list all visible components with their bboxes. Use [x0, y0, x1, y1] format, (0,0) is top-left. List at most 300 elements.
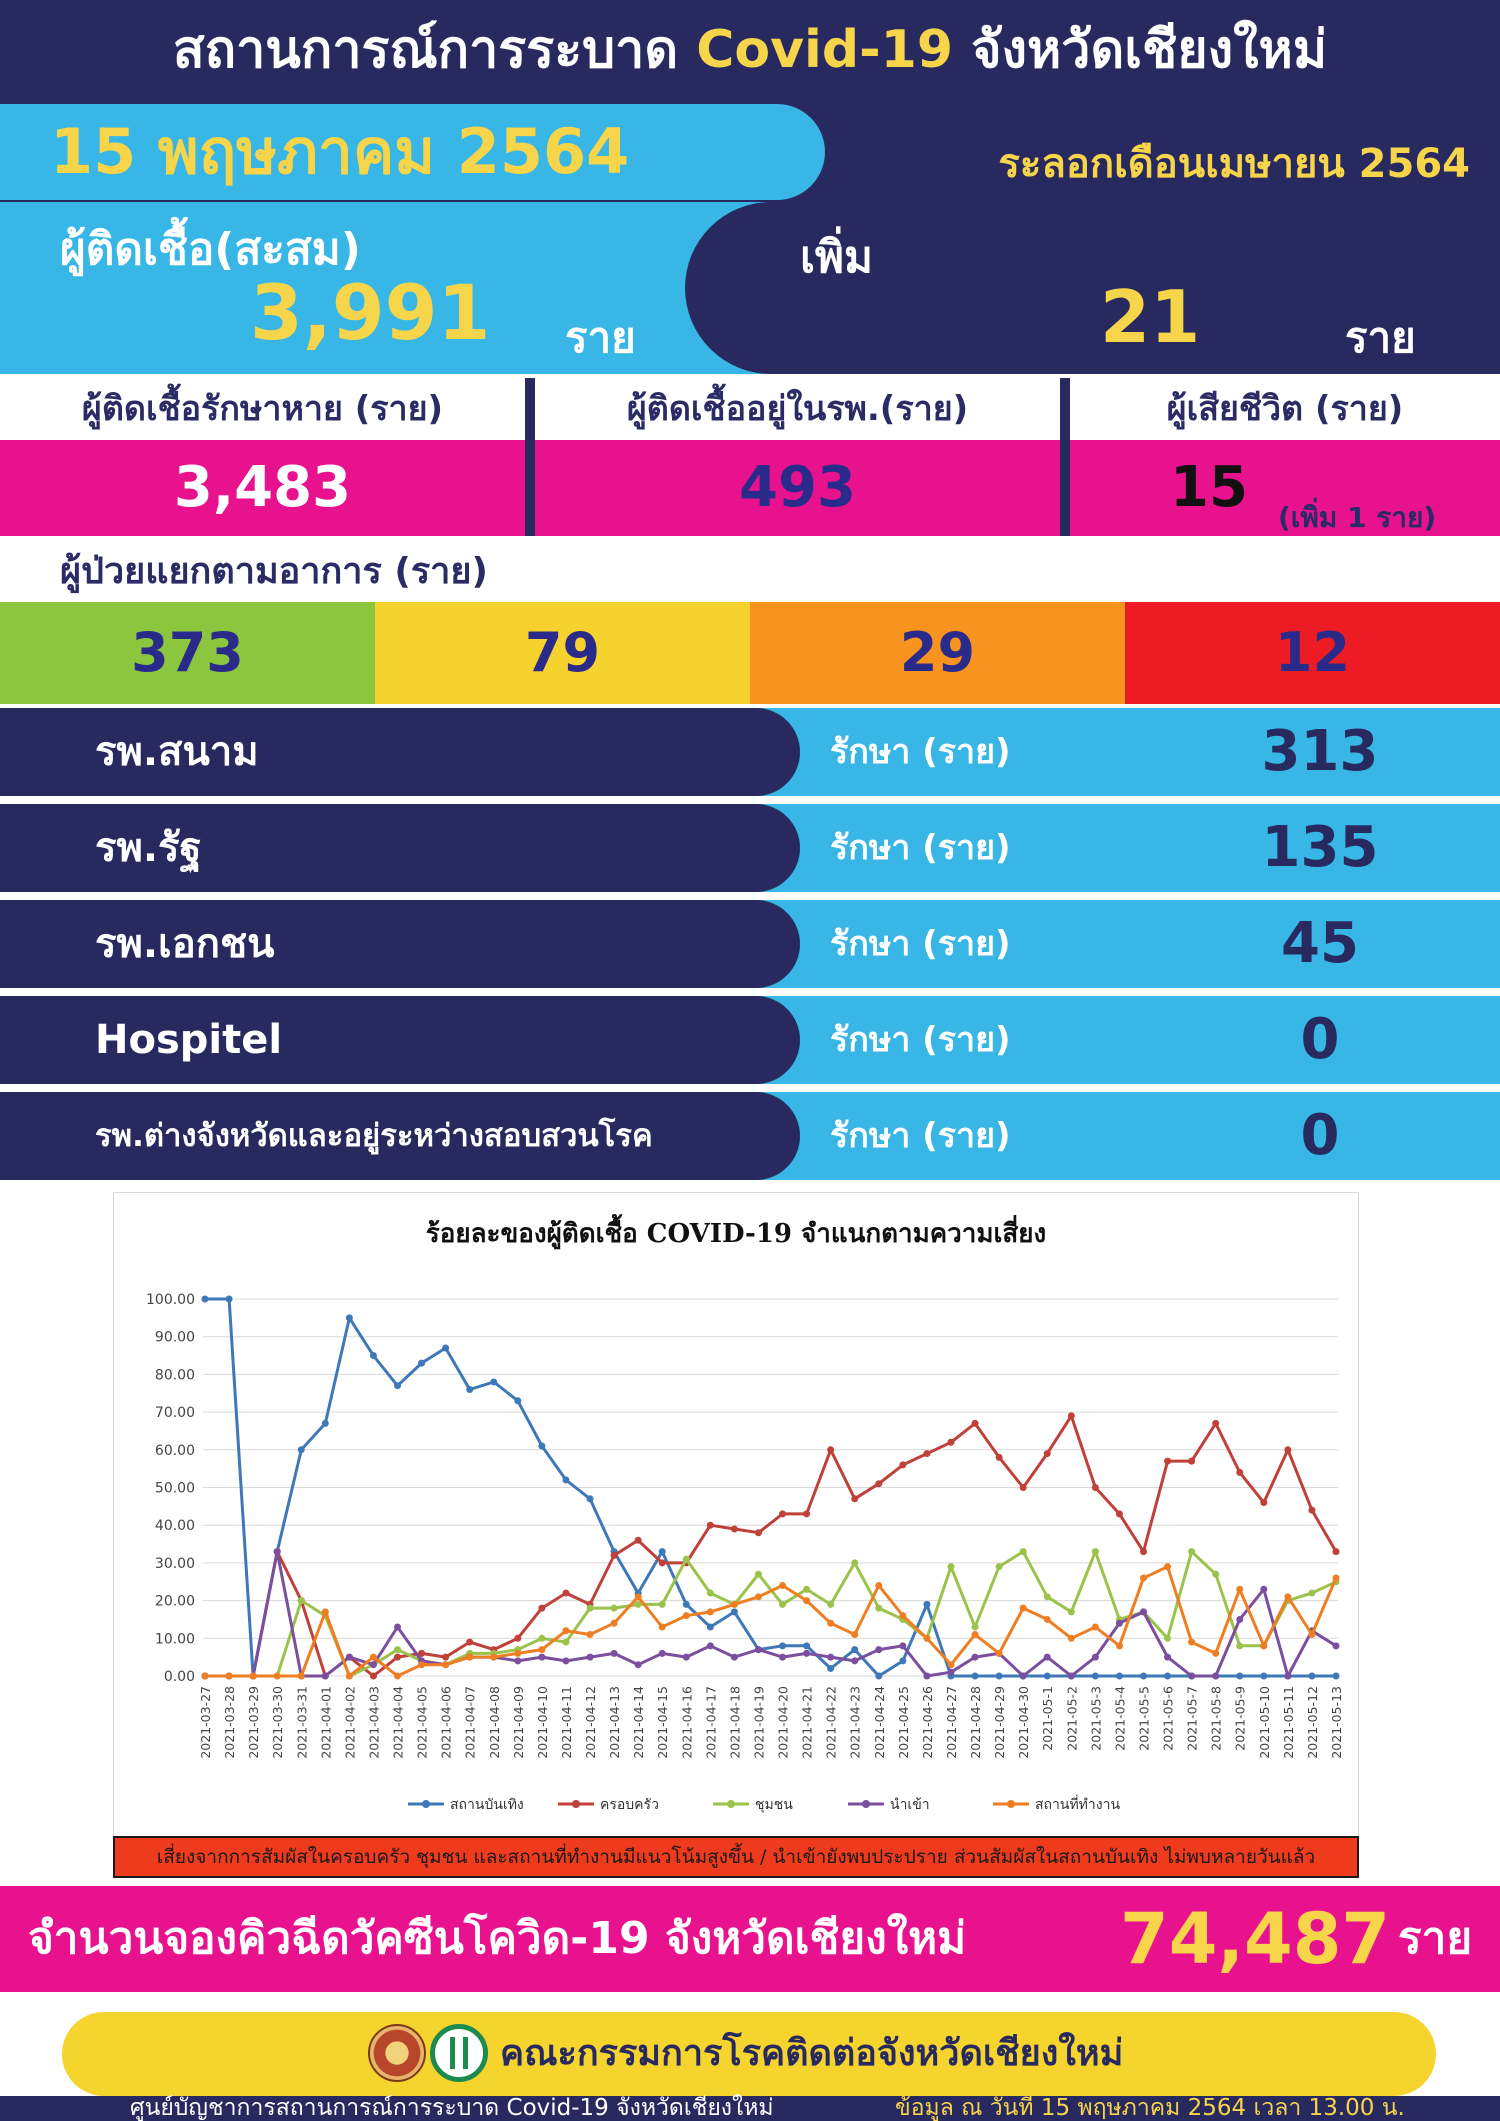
data-point	[851, 1631, 858, 1638]
x-tick-label: 2021-04-23	[847, 1686, 863, 1759]
title-highlight: Covid-19	[696, 20, 954, 80]
data-point	[659, 1650, 666, 1657]
x-tick-label: 2021-04-29	[992, 1686, 1008, 1759]
data-point	[947, 1661, 954, 1668]
data-point	[1260, 1642, 1267, 1649]
health-ministry-logo	[430, 2024, 488, 2082]
data-point	[1212, 1571, 1219, 1578]
new-cases-label: เพิ่ม	[800, 232, 874, 283]
data-point	[1260, 1586, 1267, 1593]
data-point	[1068, 1635, 1075, 1642]
data-point	[611, 1620, 618, 1627]
data-point	[851, 1646, 858, 1653]
data-point	[731, 1601, 738, 1608]
x-tick-label: 2021-05-12	[1304, 1686, 1320, 1759]
data-point	[827, 1446, 834, 1453]
data-point	[875, 1605, 882, 1612]
data-point	[731, 1608, 738, 1615]
x-tick-label: 2021-04-12	[583, 1686, 599, 1759]
data-point	[394, 1623, 401, 1630]
hospital-name: รพ.สนาม	[95, 729, 259, 775]
x-tick-label: 2021-03-28	[222, 1686, 238, 1759]
data-point	[755, 1646, 762, 1653]
cumulative-unit: ราย	[565, 313, 636, 362]
data-point	[538, 1646, 545, 1653]
data-point	[394, 1673, 401, 1680]
data-point	[923, 1635, 930, 1642]
deaths-note: (เพิ่ม 1 ราย)	[1278, 501, 1437, 534]
data-point	[1164, 1654, 1171, 1661]
y-tick-labels	[146, 1292, 195, 1685]
data-point	[442, 1661, 449, 1668]
data-point	[1284, 1673, 1291, 1680]
x-tick-label: 2021-04-26	[919, 1686, 935, 1759]
hospital-name: รพ.ต่างจังหวัดและอยู่ระหว่างสอบสวนโรค	[95, 1118, 653, 1154]
data-point	[827, 1654, 834, 1661]
data-point	[538, 1605, 545, 1612]
data-point	[1308, 1507, 1315, 1514]
legend-label: สถานบันเทิง	[450, 1797, 524, 1813]
data-point	[1333, 1548, 1340, 1555]
treatment-label: รักษา (ราย)	[830, 1020, 1011, 1060]
data-point	[1020, 1484, 1027, 1491]
data-point	[298, 1446, 305, 1453]
data-point	[587, 1631, 594, 1638]
x-tick-label: 2021-04-14	[631, 1686, 647, 1759]
data-point	[972, 1631, 979, 1638]
data-point	[803, 1650, 810, 1657]
x-tick-label: 2021-03-27	[198, 1686, 213, 1759]
x-tick-label: 2021-03-29	[246, 1686, 262, 1759]
data-point	[1140, 1548, 1147, 1555]
data-point	[1212, 1420, 1219, 1427]
data-point	[972, 1420, 979, 1427]
x-tick-label: 2021-04-16	[679, 1686, 695, 1759]
data-point	[1044, 1616, 1051, 1623]
data-point	[1020, 1605, 1027, 1612]
x-tick-label: 2021-04-03	[366, 1686, 382, 1759]
data-point	[1116, 1642, 1123, 1649]
data-point	[1068, 1412, 1075, 1419]
x-tick-label: 2021-04-27	[943, 1686, 959, 1759]
data-point	[1212, 1673, 1219, 1680]
data-point	[1188, 1673, 1195, 1680]
data-point	[875, 1646, 882, 1653]
data-point	[947, 1563, 954, 1570]
stats-divider	[525, 378, 535, 536]
data-point	[1044, 1450, 1051, 1457]
cumulative-value: 3,991	[250, 268, 491, 357]
data-point	[755, 1529, 762, 1536]
data-point	[1164, 1635, 1171, 1642]
vaccine-value: 74,487	[1120, 1898, 1391, 1980]
data-point	[827, 1620, 834, 1627]
x-tick-labels	[198, 1686, 1344, 1759]
x-tick-label: 2021-03-30	[270, 1686, 286, 1759]
data-point	[611, 1650, 618, 1657]
severity-label: ผู้ป่วยแยกตามอาการ (ราย)	[60, 551, 488, 592]
deaths-label: ผู้เสียชีวิต (ราย)	[1166, 389, 1404, 429]
data-point	[442, 1345, 449, 1352]
data-point	[370, 1673, 377, 1680]
data-point	[1236, 1469, 1243, 1476]
data-timestamp: ข้อมูล ณ วันที่ 15 พฤษภาคม 2564 เวลา 13.00 น.	[895, 2095, 1405, 2121]
data-point	[707, 1623, 714, 1630]
data-point	[1164, 1563, 1171, 1570]
data-point	[1068, 1673, 1075, 1680]
x-tick-label: 2021-04-13	[607, 1686, 623, 1759]
treatment-count: 135	[1261, 815, 1379, 880]
data-point	[370, 1352, 377, 1359]
data-point	[1116, 1620, 1123, 1627]
data-point	[755, 1593, 762, 1600]
data-point	[1188, 1548, 1195, 1555]
data-point	[1236, 1616, 1243, 1623]
x-tick-label: 2021-04-09	[510, 1686, 526, 1759]
data-point	[827, 1665, 834, 1672]
recovered-label: ผู้ติดเชื้อรักษาหาย (ราย)	[81, 389, 444, 429]
x-tick-label: 2021-04-10	[534, 1686, 550, 1759]
data-point	[226, 1296, 233, 1303]
x-tick-label: 2021-04-05	[414, 1686, 430, 1759]
data-point	[394, 1646, 401, 1653]
data-point	[1044, 1593, 1051, 1600]
x-tick-label: 2021-04-11	[558, 1686, 574, 1759]
data-point	[899, 1657, 906, 1664]
legend-marker	[422, 1800, 430, 1808]
data-point	[1092, 1484, 1099, 1491]
legend-label: ชุมชน	[755, 1797, 793, 1813]
data-point	[1116, 1673, 1123, 1680]
treatment-label: รักษา (ราย)	[830, 1116, 1011, 1156]
data-point	[226, 1673, 233, 1680]
legend-marker	[572, 1800, 580, 1808]
y-tick-label: 10.00	[154, 1631, 195, 1648]
x-tick-label: 2021-05-7	[1184, 1686, 1200, 1751]
x-tick-label: 2021-05-9	[1232, 1686, 1248, 1751]
data-point	[1092, 1548, 1099, 1555]
recovered-value: 3,483	[173, 455, 352, 520]
data-point	[394, 1382, 401, 1389]
data-point	[611, 1605, 618, 1612]
data-point	[1236, 1586, 1243, 1593]
hospital-name: Hospitel	[95, 1017, 283, 1063]
data-point	[1020, 1673, 1027, 1680]
data-point	[394, 1654, 401, 1661]
data-point	[923, 1450, 930, 1457]
vaccine-unit: ราย	[1398, 1913, 1473, 1964]
data-point	[1333, 1673, 1340, 1680]
x-tick-label: 2021-04-30	[1016, 1686, 1032, 1759]
y-tick-label: 50.00	[154, 1480, 195, 1497]
data-point	[1092, 1654, 1099, 1661]
stats-divider	[1060, 378, 1070, 536]
legend-label: สถานที่ทำงาน	[1035, 1797, 1121, 1813]
treatment-count: 0	[1300, 1103, 1340, 1168]
data-point	[755, 1571, 762, 1578]
wave-label: ระลอกเดือนเมษายน 2564	[998, 141, 1470, 187]
severity-critical: 12	[1125, 602, 1500, 704]
data-point	[947, 1669, 954, 1676]
data-point	[1044, 1673, 1051, 1680]
data-point	[683, 1556, 690, 1563]
data-point	[803, 1597, 810, 1604]
x-tick-label: 2021-04-15	[655, 1686, 671, 1759]
data-point	[1092, 1623, 1099, 1630]
y-tick-label: 80.00	[154, 1367, 195, 1384]
data-point	[418, 1360, 425, 1367]
data-point	[538, 1654, 545, 1661]
y-tick-label: 30.00	[154, 1555, 195, 1572]
data-point	[659, 1601, 666, 1608]
x-tick-label: 2021-04-22	[823, 1686, 839, 1759]
x-tick-label: 2021-05-1	[1040, 1686, 1056, 1751]
new-cases-unit: ราย	[1345, 313, 1416, 362]
x-tick-label: 2021-04-21	[799, 1686, 815, 1759]
legend-marker	[727, 1800, 735, 1808]
data-point	[1212, 1650, 1219, 1657]
data-point	[298, 1597, 305, 1604]
data-point	[538, 1443, 545, 1450]
y-tick-label: 20.00	[154, 1593, 195, 1610]
treatment-label: รักษา (ราย)	[830, 924, 1011, 964]
data-point	[1020, 1548, 1027, 1555]
severity-severe: 29	[750, 602, 1125, 704]
y-tick-label: 70.00	[154, 1405, 195, 1422]
x-tick-label: 2021-05-13	[1329, 1686, 1344, 1759]
data-point	[1284, 1593, 1291, 1600]
data-point	[899, 1461, 906, 1468]
data-point	[1188, 1458, 1195, 1465]
data-point	[923, 1601, 930, 1608]
treatment-label: รักษา (ราย)	[830, 732, 1011, 772]
data-point	[996, 1454, 1003, 1461]
x-tick-label: 2021-04-28	[968, 1686, 984, 1759]
severity-mild: 373	[0, 602, 375, 704]
data-point	[779, 1601, 786, 1608]
hospital-name: รพ.รัฐ	[95, 825, 202, 871]
x-tick-label: 2021-05-5	[1136, 1686, 1152, 1751]
data-point	[803, 1642, 810, 1649]
x-tick-label: 2021-04-17	[703, 1686, 719, 1759]
data-point	[466, 1654, 473, 1661]
y-tick-label: 0.00	[163, 1669, 195, 1685]
y-tick-label: 60.00	[154, 1442, 195, 1459]
data-point	[996, 1650, 1003, 1657]
treatment-count: 0	[1300, 1007, 1340, 1072]
data-point	[731, 1654, 738, 1661]
data-point	[346, 1654, 353, 1661]
data-point	[490, 1378, 497, 1385]
x-tick-label: 2021-04-07	[462, 1686, 478, 1759]
data-point	[779, 1582, 786, 1589]
treatment-count: 45	[1281, 911, 1359, 976]
data-point	[514, 1657, 521, 1664]
data-point	[1260, 1673, 1267, 1680]
vaccine-label: จำนวนจองคิวฉีดวัคซีนโควิด-19 จังหวัดเชียงใหม่	[28, 1913, 967, 1964]
data-point	[370, 1661, 377, 1668]
data-point	[1260, 1499, 1267, 1506]
data-point	[779, 1654, 786, 1661]
data-point	[683, 1612, 690, 1619]
new-cases-value: 21	[1100, 275, 1201, 359]
y-tick-label: 40.00	[154, 1518, 195, 1535]
data-point	[346, 1673, 353, 1680]
data-point	[346, 1314, 353, 1321]
treatment-label: รักษา (ราย)	[830, 828, 1011, 868]
data-point	[659, 1548, 666, 1555]
data-point	[851, 1495, 858, 1502]
data-point	[1308, 1631, 1315, 1638]
legend-marker	[1007, 1800, 1015, 1808]
data-point	[659, 1623, 666, 1630]
hospital-name: รพ.เอกชน	[95, 921, 275, 967]
data-point	[562, 1590, 569, 1597]
data-point	[611, 1552, 618, 1559]
data-point	[899, 1642, 906, 1649]
x-tick-label: 2021-04-25	[895, 1686, 911, 1759]
data-point	[779, 1642, 786, 1649]
legend-marker	[862, 1800, 870, 1808]
data-point	[972, 1623, 979, 1630]
data-point	[683, 1654, 690, 1661]
data-point	[1236, 1673, 1243, 1680]
data-point	[1164, 1458, 1171, 1465]
x-tick-label: 2021-04-06	[438, 1686, 454, 1759]
data-point	[322, 1420, 329, 1427]
data-point	[1116, 1510, 1123, 1517]
data-point	[322, 1673, 329, 1680]
data-point	[947, 1439, 954, 1446]
data-point	[1284, 1446, 1291, 1453]
x-tick-label: 2021-04-08	[486, 1686, 502, 1759]
data-point	[514, 1635, 521, 1642]
data-point	[1308, 1590, 1315, 1597]
data-point	[250, 1673, 257, 1680]
severity-moderate: 79	[375, 602, 750, 704]
data-point	[707, 1522, 714, 1529]
data-point	[1308, 1673, 1315, 1680]
report-date: 15 พฤษภาคม 2564	[50, 115, 630, 188]
data-point	[322, 1608, 329, 1615]
data-point	[1188, 1639, 1195, 1646]
data-point	[466, 1639, 473, 1646]
data-point	[707, 1590, 714, 1597]
x-tick-label: 2021-05-8	[1208, 1686, 1224, 1751]
x-tick-label: 2021-05-4	[1112, 1686, 1128, 1751]
chart-title: ร้อยละของผู้ติดเชื้อ COVID-19 จำแนกตามความเสี่ยง	[425, 1219, 1047, 1249]
data-point	[562, 1639, 569, 1646]
data-point	[1140, 1574, 1147, 1581]
x-tick-label: 2021-04-02	[342, 1686, 358, 1759]
data-point	[442, 1654, 449, 1661]
x-tick-label: 2021-05-10	[1256, 1686, 1272, 1759]
data-point	[274, 1548, 281, 1555]
cumulative-label: ผู้ติดเชื้อ(สะสม)	[60, 224, 361, 275]
x-tick-label: 2021-04-19	[751, 1686, 767, 1759]
data-point	[562, 1627, 569, 1634]
data-point	[298, 1673, 305, 1680]
data-point	[538, 1635, 545, 1642]
committee-name: คณะกรรมการโรคติดต่อจังหวัดเชียงใหม่	[500, 2033, 1124, 2074]
y-tick-label: 100.00	[146, 1292, 195, 1308]
data-point	[875, 1480, 882, 1487]
x-tick-label: 2021-04-04	[390, 1686, 406, 1759]
y-tick-label: 90.00	[154, 1329, 195, 1346]
data-point	[851, 1657, 858, 1664]
data-point	[972, 1654, 979, 1661]
province-seal-logo	[368, 2024, 426, 2082]
data-point	[731, 1525, 738, 1532]
chart-legend	[408, 1795, 1120, 1813]
data-point	[1236, 1642, 1243, 1649]
data-point	[202, 1296, 209, 1303]
data-point	[1044, 1654, 1051, 1661]
x-tick-label: 2021-05-11	[1280, 1686, 1296, 1759]
data-point	[827, 1601, 834, 1608]
data-point	[202, 1673, 209, 1680]
risk-line-chart	[113, 1192, 1359, 1842]
data-point	[803, 1586, 810, 1593]
data-point	[274, 1673, 281, 1680]
data-point	[418, 1661, 425, 1668]
data-point	[803, 1510, 810, 1517]
data-point	[875, 1582, 882, 1589]
x-tick-label: 2021-05-6	[1160, 1686, 1176, 1751]
data-point	[779, 1510, 786, 1517]
data-point	[562, 1476, 569, 1483]
data-point	[635, 1661, 642, 1668]
x-tick-label: 2021-04-01	[318, 1686, 334, 1759]
data-point	[683, 1601, 690, 1608]
x-tick-label: 2021-04-20	[775, 1686, 791, 1759]
treatment-count: 313	[1261, 719, 1379, 784]
data-point	[562, 1657, 569, 1664]
x-tick-label: 2021-04-18	[727, 1686, 743, 1759]
data-point	[707, 1608, 714, 1615]
data-point	[1333, 1574, 1340, 1581]
data-point	[1092, 1673, 1099, 1680]
hospital-label: ผู้ติดเชื้ออยู่ในรพ.(ราย)	[626, 389, 969, 429]
data-point	[972, 1673, 979, 1680]
data-point	[370, 1654, 377, 1661]
data-point	[635, 1593, 642, 1600]
data-point	[1333, 1642, 1340, 1649]
data-point	[996, 1563, 1003, 1570]
legend-label: ครอบครัว	[600, 1797, 659, 1813]
command-center: ศูนย์บัญชาการสถานการณ์การระบาด Covid-19 จังหวัดเชียงใหม่	[130, 2095, 774, 2121]
data-point	[514, 1650, 521, 1657]
data-point	[659, 1559, 666, 1566]
chart-note: เสี่ยงจากการสัมผัสในครอบครัว ชุมชน และสถานที่ทำงานมีแนวโน้มสูงขึ้น / นำเข้ายังพบประปราย ส่วนสัมผัสในสถานบันเทิง ไม่พบหลายวันแล้ว	[156, 1846, 1316, 1868]
hospital-value: 493	[739, 455, 856, 520]
data-point	[466, 1386, 473, 1393]
data-point	[587, 1654, 594, 1661]
data-point	[923, 1673, 930, 1680]
data-point	[707, 1642, 714, 1649]
x-tick-label: 2021-03-31	[294, 1686, 310, 1759]
page-title: สถานการณ์การระบาด Covid-19 จังหวัดเชียงใหม่	[172, 20, 1328, 80]
data-point	[1140, 1673, 1147, 1680]
data-point	[514, 1397, 521, 1404]
x-tick-label: 2021-04-24	[871, 1686, 887, 1759]
data-point	[1164, 1673, 1171, 1680]
data-point	[1068, 1608, 1075, 1615]
data-point	[635, 1537, 642, 1544]
data-point	[996, 1673, 1003, 1680]
data-point	[899, 1612, 906, 1619]
data-point	[875, 1673, 882, 1680]
